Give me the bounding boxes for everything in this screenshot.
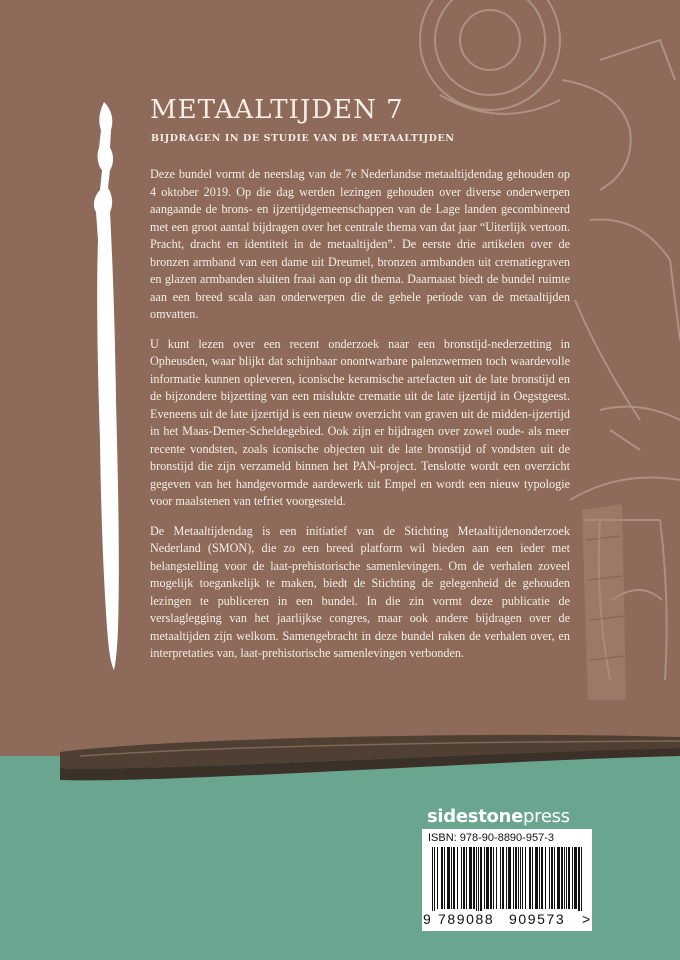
barcode-bar xyxy=(432,847,433,911)
barcode-bar xyxy=(486,847,489,909)
barcode-bar xyxy=(437,847,438,909)
barcode-trailing-mark: > xyxy=(582,911,591,927)
barcode-bar xyxy=(551,847,553,909)
isbn-barcode xyxy=(422,829,592,931)
barcode-bar xyxy=(500,847,501,909)
barcode-bar xyxy=(520,847,521,909)
barcode-bar xyxy=(463,847,465,909)
barcode-bar xyxy=(466,847,467,909)
blurb-text xyxy=(150,166,570,675)
barcode-digits-left: 789088 xyxy=(438,911,495,927)
barcode-bar xyxy=(574,847,577,909)
barcode-bar xyxy=(473,847,475,909)
barcode-bar xyxy=(493,847,494,909)
barcode-bar xyxy=(518,847,519,909)
barcode-bar xyxy=(441,847,443,909)
barcode-bar xyxy=(525,847,526,909)
barcode-bar xyxy=(476,847,477,911)
barcode-bar xyxy=(502,847,504,909)
publisher-logo xyxy=(427,806,570,827)
barcode-bar xyxy=(508,847,511,909)
barcode-bar xyxy=(453,847,455,909)
barcode-bar xyxy=(549,847,550,909)
book-title: METAALTIJDEN 7 xyxy=(150,95,404,125)
barcode-bar xyxy=(564,847,565,909)
barcode-bar xyxy=(557,847,560,909)
barcode-bar xyxy=(515,847,517,909)
barcode-digits xyxy=(422,911,592,929)
barcode-bar xyxy=(478,847,479,911)
vessel-outline-drawing xyxy=(575,220,680,451)
barcode-bar xyxy=(444,847,445,909)
barcode-bar xyxy=(561,847,563,909)
barcode-bar xyxy=(451,847,452,909)
barcode-bar xyxy=(490,847,492,909)
barcode-bar xyxy=(578,847,580,911)
barcode-bar xyxy=(506,847,507,909)
barcode-bars xyxy=(432,847,582,911)
barcode-bar xyxy=(496,847,497,909)
bronze-sword-photo xyxy=(60,735,680,780)
book-subtitle: BIJDRAGEN IN DE STUDIE VAN DE METAALTIJDEN xyxy=(151,133,455,144)
fibula-outline-drawing xyxy=(420,0,675,190)
publisher-name-bold: sidestone xyxy=(427,806,523,827)
blurb-paragraph: U kunt lezen over een recent onderzoek naar een bronstijd-nederzetting in Opheusden, waar blijkt dat schijnbaar onontwarbare palenzwermen toch waardevolle informatie kunnen opleveren, iconische keramische artefacten uit de late bronstijd en de bijzondere bijzetting van een mislukte crematie uit de late ijzertijd in Oegstgeest. Eveneens uit de late ijzertijd is een nieuw overzicht van graven uit de midden-ijzertijd in het Maas-Demer-Scheldegebied. Ook zijn er bijdragen over zowel oude- als meer recente vondsten, zoals iconische objecten uit de late bronstijd of vondsten uit de bronstijd die zijn verzameld binnen het PAN-project. Tenslotte wordt een overzicht gegeven van het handgevormde aardewerk uit Empel en wordt een nieuw typologie voor maalstenen van tefriet voorgesteld. xyxy=(150,336,570,508)
barcode-bar xyxy=(529,847,531,909)
barcode-bar xyxy=(539,847,540,909)
barcode-bar xyxy=(457,847,458,909)
barcode-bar xyxy=(572,847,573,909)
isbn-label: ISBN: 978-90-8890-957-3 xyxy=(428,832,554,844)
barcode-bar xyxy=(434,847,435,911)
blurb-paragraph: De Metaaltijdendag is een initiatief van de Stichting Metaaltijdenonderzoek Nederland (SMON), die zo een breed platform wil bieden aan een ieder met belangstelling voor de laat-prehistorische samenlevingen. Om de verhalen zoveel mogelijk toegankelijk te maken, biedt de Stichting de gelegenheid de gehouden lezingen te publiceren in een bundel. In die zin vormt deze publicatie de verslaglegging van het jaarlijkse congres, maar ook andere bijdragen over de metaaltijden zijn welkom. Samengebracht in deze bundel raken de verhalen over, en interpretaties van, laat-prehistorische samenlevingen verbonden. xyxy=(150,523,570,660)
barcode-digits-right: 909573 xyxy=(509,911,566,927)
barcode-bar xyxy=(480,847,482,911)
white-spearhead-drawing xyxy=(94,102,119,670)
publisher-name-regular: press xyxy=(522,806,570,827)
barcode-bar xyxy=(568,847,570,909)
blurb-paragraph: Deze bundel vormt de neerslag van de 7e Nederlandse metaaltijdendag gehouden op 4 oktober 2019. Op die dag werden lezingen gehouden over diverse onderwerpen aangaande de brons- en ijzertijdgemeenschappen van de Lage landen gecombineerd met een groot aantal bijdragen over het centrale thema van dat jaar “Uiterlijk vertoon. Pracht, dracht en identiteit in de metaaltijden”. De eerste drie artikelen over de bronzen armband van een dame uit Dreumel, bronzen armbanden uit crematiegraven en glazen armbanden sluiten fraai aan op dit thema. Daarnaast biedt de bundel ruimte aan een breed scala aan onderwerpen die de gehele periode van de metaaltijden omvatten. xyxy=(150,167,570,321)
barcode-bar xyxy=(541,847,543,909)
barcode-bar xyxy=(522,847,523,909)
sherd-photo xyxy=(582,504,626,700)
barcode-bar xyxy=(469,847,472,909)
barcode-bar xyxy=(554,847,555,909)
barcode-bar xyxy=(513,847,514,909)
barcode-bar xyxy=(447,847,450,909)
barcode-bar xyxy=(484,847,485,909)
barcode-bar xyxy=(535,847,538,909)
barcode-bar xyxy=(461,847,462,909)
barcode-bar xyxy=(532,847,533,909)
barcode-bar xyxy=(566,847,567,909)
barcode-digit-first: 9 xyxy=(423,911,431,927)
barcode-bar xyxy=(545,847,546,909)
barcode-bar xyxy=(581,847,582,911)
